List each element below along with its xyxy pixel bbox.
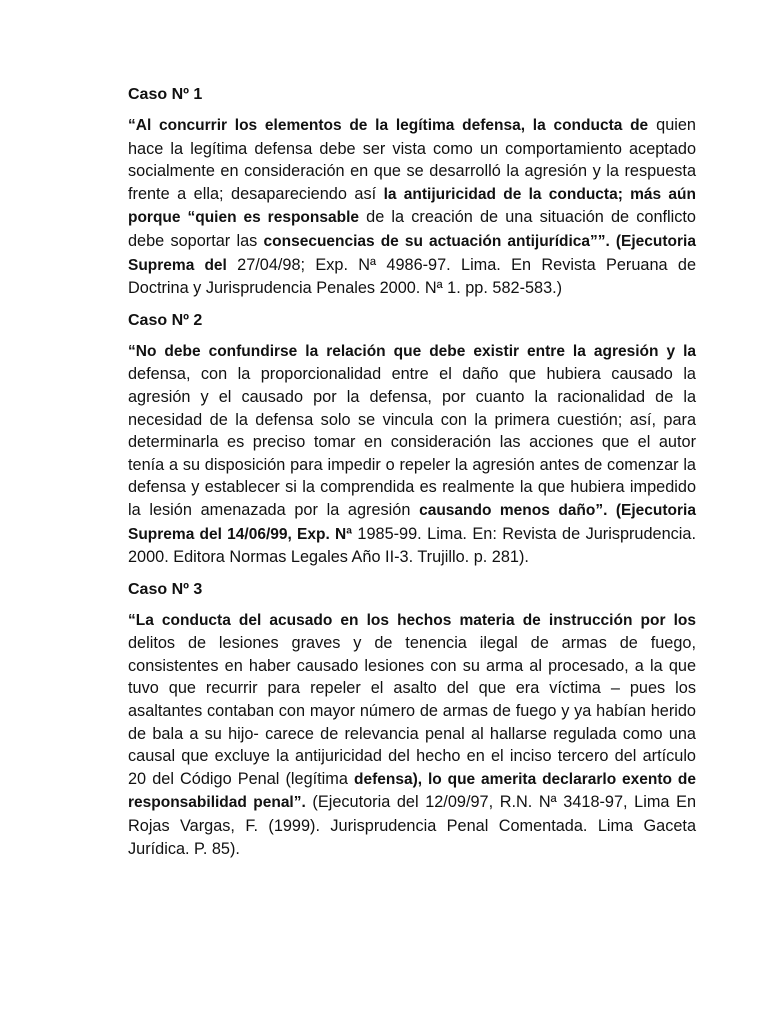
case-2-text-3: causando menos daño”. (Ejecutoria Suprema del 14/06/99, Exp. Nª (128, 501, 696, 543)
case-1-title: Caso Nº 1 (128, 86, 203, 103)
case-1-text-1: “Al concurrir los elementos de la legítima defensa, la conducta de (128, 117, 649, 134)
case-3-text-1: “La conducta del acusado en los hechos materia de instrucción por los (128, 611, 696, 629)
case-3-text-4: (Ejecutoria del 12/09/97, R.N. Nª 3418-97, Lima En Rojas Vargas, F. (1999). Jurisprudencia Penal Comentada. Lima Gaceta Jurídica. P. 85). (128, 793, 696, 858)
case-3-body (128, 609, 696, 861)
case-3-text-3: defensa), lo que amerita declararlo exento de responsabilidad penal”. (128, 770, 696, 812)
case-2-body (128, 340, 696, 569)
case-3-title: Caso Nº 3 (128, 580, 203, 598)
case-1-text-2: quien hace la legítima defensa debe ser vista como un comportamiento aceptado socialmente en consideración en que se desarrolló la agresión y la respuesta frente a ella; desapareciendo así (128, 116, 696, 203)
case-3-text-2: delitos de lesiones graves y de tenencia ilegal de armas de fuego, consistentes en haber causado lesiones con su arma al procesado, a la que tuvo que recurrir para repeler el asalto del que era víctima – pues los asaltantes contaban con mayor número de armas de fuego y ya habían herido de bala a su hijo- carece de relevancia penal al hallarse regulada como una causal que excluye la antijuricidad del hecho en el inciso tercero del artículo 20 del Código Penal (legítima (128, 634, 696, 788)
case-2-text-2: defensa, con la proporcionalidad entre el daño que hubiera causado la agresión y el causado por la defensa, por cuanto la racionalidad de la necesidad de la defensa solo se vincula con la primera cuestión; así, para determinarla es preciso tomar en consideración las acciones que el autor tenía a su disposición para impedir o repeler la agresión antes de comenzar la defensa y establecer si la comprendida es realmente la que hubiera impedido la lesión amenazada por la agresión (128, 365, 696, 519)
case-1-text-5: consecuencias de su actuación antijurídica””. (Ejecutoria Suprema del (128, 232, 696, 274)
case-2-text-1: “No debe confundirse la relación que debe existir entre la agresión y la (128, 342, 696, 360)
case-2-title: Caso Nº 2 (128, 311, 203, 329)
case-2-text-4: 1985-99. Lima. En: Revista de Jurisprudencia. 2000. Editora Normas Legales Año II-3. Trujillo. p. 281). (128, 524, 696, 567)
case-1-text-4: de la creación de una situación de conflicto debe soportar las (128, 208, 696, 250)
case-1-text-6: 27/04/98; Exp. Nª 4986-97. Lima. En Revista Peruana de Doctrina y Jurisprudencia Penales 2000. Nª 1. pp. 582-583.) (128, 255, 697, 298)
case-1-text-3: la antijuricidad de la conducta; más aún porque “quien es responsable (128, 185, 696, 227)
case-1-body (128, 114, 696, 300)
